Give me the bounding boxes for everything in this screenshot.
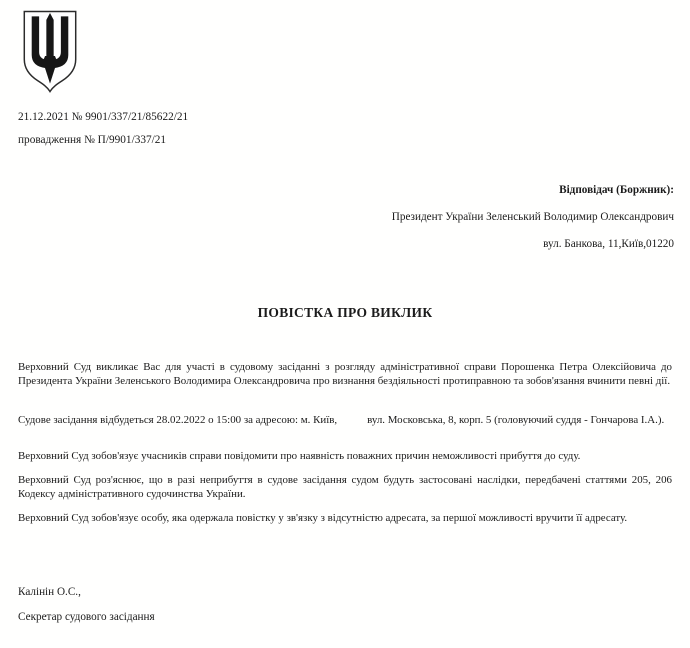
respondent-block bbox=[392, 177, 674, 258]
document-title: ПОВІСТКА ПРО ВИКЛИК bbox=[257, 305, 433, 320]
consequences-paragraph: Верховний Суд роз'яснює, що в разі неприбуття в судове засідання судом будуть застосовані наслідки, передбачені статтями 205, 206 Кодексу адміністративного судочинства України. bbox=[18, 474, 672, 500]
signatory-name: Калінін О.С., bbox=[18, 586, 81, 598]
document-date-number: 21.12.2021 № 9901/337/21/85622/21 bbox=[18, 111, 189, 123]
ukraine-coat-of-arms-icon bbox=[20, 8, 80, 95]
summons-paragraph: Верховний Суд викликає Вас для участі в судовому засіданні з розгляду адміністративної справи Порошенка Петра Олексійовича до Президента України Зеленського Володимира Олександровича про визнання бездіяльності протиправною та зобов'язання вчинити певні дії. bbox=[18, 361, 672, 387]
respondent-label: Відповідач (Боржник): bbox=[559, 184, 674, 196]
respondent-address: вул. Банкова, 11,Київ,01220 bbox=[543, 238, 674, 250]
respondent-name: Президент України Зеленський Володимир Олександрович bbox=[391, 211, 674, 223]
delivery-obligation-paragraph: Верховний Суд зобов'язує особу, яка одержала повістку у зв'язку з відсутністю адресата, за першої можливості вручити її адресату. bbox=[18, 512, 628, 524]
notify-obligation-paragraph: Верховний Суд зобов'язує учасників справи повідомити про наявність поважних причин неможливості прибуття до суду. bbox=[18, 450, 581, 462]
tab-space bbox=[337, 422, 367, 423]
hearing-address-text: вул. Московська, 8, корп. 5 (головуючий суддя - Гончарова І.А.). bbox=[367, 414, 665, 426]
hearing-details-paragraph bbox=[18, 413, 672, 427]
hearing-date-city-text: Судове засідання відбудеться 28.02.2022 о 15:00 за адресою: м. Київ, bbox=[18, 414, 338, 426]
signatory-role: Секретар судового засідання bbox=[18, 611, 155, 623]
proceedings-number: провадження № П/9901/337/21 bbox=[18, 134, 167, 146]
